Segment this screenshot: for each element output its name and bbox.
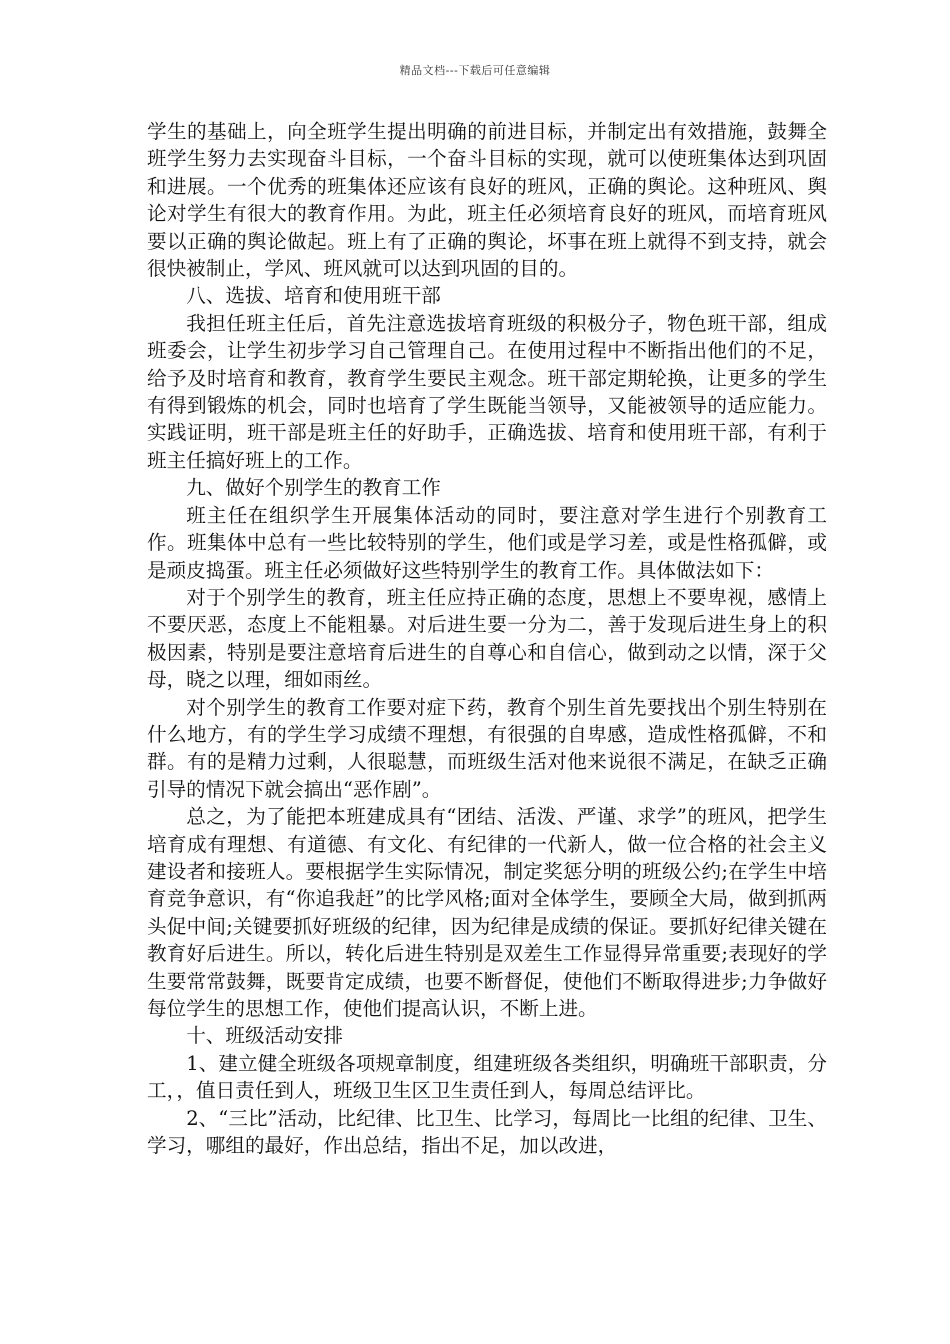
list-item-1: 1、建立健全班级各项规章制度，组建班级各类组织，明确班干部职责，分工，，值日责任到人，班级卫生区卫生责任到人，每周总结评比。	[147, 1051, 827, 1103]
page-header: 精品文档---下载后可任意编辑	[399, 64, 551, 77]
document-body	[147, 118, 827, 1159]
paragraph: 我担任班主任后，首先注意选拔培育班级的积极分子，物色班干部，组成班委会，让学生初步学习自己管理自己。在使用过程中不断指出他们的不足，给予及时培育和教育，教育学生要民主观念。班干部定期轮换，让更多的学生有得到锻炼的机会，同时也培育了学生既能当领导，又能被领导的适应能力。实践证明，班干部是班主任的好助手，正确选拔、培育和使用班干部，有利于班主任搞好班上的工作。	[147, 311, 827, 472]
paragraph: 班主任在组织学生开展集体活动的同时，要注意对学生进行个别教育工作。班集体中总有一些比较特别的学生，他们或是学习差，或是性格孤僻，或是顽皮捣蛋。班主任必须做好这些特别学生的教育工作。具体做法如下：	[147, 503, 827, 582]
paragraph: 总之，为了能把本班建成具有“团结、活泼、严谨、求学”的班风，把学生培育成有理想、有道德、有文化、有纪律的一代新人，做一位合格的社会主义建设者和接班人。要根据学生实际情况，制定奖惩分明的班级公约;在学生中培育竞争意识，有“你追我赶”的比学风格;面对全体学生，要顾全大局，做到抓两头促中间;关键要抓好班级的纪律，因为纪律是成绩的保证。要抓好纪律关键在教育好后进生。所以，转化后进生特别是双差生工作显得异常重要;表现好的学生要常常鼓舞，既要肯定成绩，也要不断督促，使他们不断取得进步;力争做好每位学生的思想工作，使他们提高认识，不断上进。	[147, 805, 827, 1020]
paragraph-continuation: 学生的基础上，向全班学生提出明确的前进目标，并制定出有效措施，鼓舞全班学生努力去实现奋斗目标，一个奋斗目标的实现，就可以使班集体达到巩固和进展。一个优秀的班集体还应该有良好的班风，正确的舆论。这种班风、舆论对学生有很大的教育作用。为此，班主任必须培育良好的班风，而培育班风要以正确的舆论做起。班上有了正确的舆论，坏事在班上就得不到支持，就会很快被制止，学风、班风就可以达到巩固的目的。	[147, 120, 827, 281]
paragraph: 对个别学生的教育工作要对症下药，教育个别生首先要找出个别生特别在什么地方，有的学生学习成绩不理想，有很强的自卑感，造成性格孤僻，不和群。有的是精力过剩，人很聪慧，而班级生活对他来说很不满足，在缺乏正确引导的情况下就会搞出“恶作剧”。	[147, 695, 827, 801]
section-heading-10: 十、班级活动安排	[186, 1024, 343, 1048]
section-heading-8: 八、选拔、培育和使用班干部	[186, 284, 441, 308]
section-heading-9: 九、做好个别学生的教育工作	[186, 476, 441, 500]
list-item-2: 2、“三比”活动，比纪律、比卫生、比学习，每周比一比组的纪律、卫生、学习，哪组的最好，作出总结，指出不足，加以改进，	[147, 1106, 827, 1158]
paragraph: 对于个别学生的教育，班主任应持正确的态度，思想上不要卑视，感情上不要厌恶，态度上不能粗暴。对后进生要一分为二，善于发现后进生身上的积极因素，特别是要注意培育后进生的自尊心和自信心，做到动之以情，深于父母，晓之以理，细如雨丝。	[147, 585, 827, 692]
